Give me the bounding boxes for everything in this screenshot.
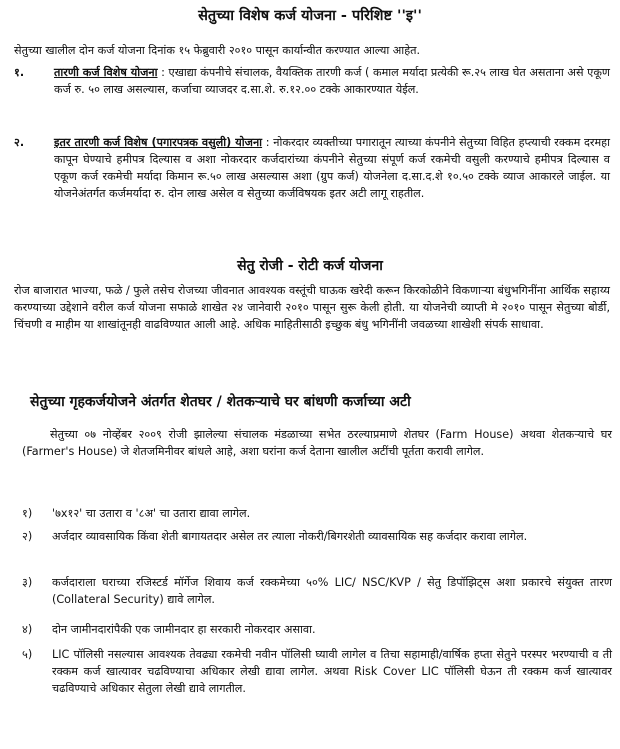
condition-5-number: ५): [22, 648, 33, 661]
scheme-2-text: : नोकरदार व्यक्तीच्या पगारातून त्याच्या कंपनीने सेतुच्या विहित हप्त्याची रक्कम दरमहा कापून घेण्याचे हमीपत्र दिल्यास व अशा नोकरदार कर्जदारांच्या कंपनीने सेतुच्या संपूर्ण कर्ज रकमेची वसुली करण्याचे हमीपत्र दिल्यास व एकूण कर्ज रकमेची मर्यादा किमान रू.५० लाख असल्यास अशा (ग्रुप कर्ज) योजनेला द.सा.द.शे १०.५० टक्के व्याज आकारले जाईल. या योजनेअंतर्गत कर्जमर्यादा रु. दोन लाख असेल व सेतुच्या कर्जविषयक इतर अटी लागू राहतील.: [54, 136, 610, 200]
scheme-1-body: [54, 64, 610, 98]
page-title: सेतुच्या विशेष कर्ज योजना - परिशिष्ट ''इ'': [198, 8, 422, 24]
scheme-2-number: २.: [14, 136, 25, 149]
condition-1-number: १): [22, 507, 33, 520]
condition-3-text: कर्जदाराला घराच्या रजिस्टर्ड मॉर्गेज शिवाय कर्ज रक्कमेच्या ५०% LIC/ NSC/KVP / सेतु डिपॉझिट्स अशा प्रकारचे संयुक्त तारण (Collateral Security) द्यावे लागेल.: [52, 576, 612, 606]
section-2-title: सेतु रोजी - रोटी कर्ज योजना: [237, 258, 383, 274]
condition-item-2: [22, 528, 612, 545]
condition-item-3: [22, 574, 612, 608]
scheme-1-heading: तारणी कर्ज विशेष योजना: [54, 66, 158, 79]
condition-1-text: '७x१२' चा उतारा व '८अ' चा उतारा द्यावा लागेल.: [52, 507, 251, 520]
intro-block: [14, 42, 610, 59]
section-2-text: रोज बाजारात भाज्या, फळे / फुले तसेच रोजच्या जीवनात आवश्यक वस्तूंची घाऊक खरेदी करून किरकोळीने विकणाऱ्या बंधुभगिनींना आर्थिक सहाय्य करण्याच्या उद्देशाने वरील कर्ज योजना सफाळे शाखेत २४ जानेवारी २०१० पासून सुरू केली होती. या योजनेची व्याप्ती मे २०१० पासून सेतुच्या बोर्डी, चिंचणी व माहीम या शाखांतूनही वाढविण्यात आली आहे. अधिक माहितीसाठी इच्छुक बंधु भगिनींनी जवळच्या शाखेशी संपर्क साधावा.: [14, 284, 610, 331]
condition-3-number: ३): [22, 576, 33, 589]
condition-2-text: अर्जदार व्यावसायिक किंवा शेती बागायतदार असेल तर त्याला नोकरी/बिगरशेती व्यावसायिक सह कर्जदार करावा लागेल.: [52, 530, 528, 543]
condition-item-1: [22, 505, 612, 522]
section-2-block: [14, 282, 610, 333]
condition-4-text: दोन जामीनदारांपैकी एक जामीनदार हा सरकारी नोकरदार असावा.: [52, 623, 316, 636]
scheme-2-heading: इतर तारणी कर्ज विशेष (पगारपत्रक वसुली) योजना: [54, 136, 263, 149]
condition-4-number: ४): [22, 623, 33, 636]
scheme-2-body: [54, 134, 610, 202]
scheme-1: [14, 64, 610, 98]
section-3-intro: सेतुच्या ०७ नोव्हेंबर २००९ रोजी झालेल्या संचालक मंडळाच्या सभेत ठरल्याप्रमाणे शेतघर (Farm House) अथवा शेतकऱ्याचे घर (Farmer's House) जे शेतजमिनीवर बांधले आहे, अशा घरांना कर्ज देताना खालील अटींची पूर्तता करावी लागेल.: [22, 428, 612, 458]
scheme-1-number: १.: [14, 66, 25, 79]
scheme-1-text: : एखाद्या कंपनीचे संचालक, वैयक्तिक तारणी कर्ज ( कमाल मर्यादा प्रत्येकी रू.२५ लाख घेत असताना असे एकूण कर्ज रु. ५० लाख असल्यास, कर्जाचा व्याजदर द.सा.शे. रु.१२.०० टक्के आकारण्यात येईल.: [54, 66, 611, 96]
scheme-2: [14, 134, 610, 202]
section-3-intro-block: [22, 426, 612, 460]
condition-5-text: LIC पॉलिसी नसल्यास आवश्यक तेवढ्या रकमेची नवीन पॉलिसी घ्यावी लागेल व तिचा सहामाही/वार्षिक हप्ता सेतुने परस्पर भरण्याची व ती रक्कम कर्ज खात्यावर चढविण्याचा अधिकार लेखी द्यावा लागेल. अथवा Risk Cover LIC पॉलिसी घेऊन ती रक्कम कर्ज खात्यावर चढविण्याचे अधिकार सेतुला लेखी द्यावे लागतील.: [52, 648, 612, 695]
intro-text: सेतुच्या खालील दोन कर्ज योजना दिनांक १५ फेब्रुवारी २०१० पासून कार्यान्वीत करण्यात आल्या आहेत.: [14, 44, 421, 57]
condition-item-5: [22, 646, 612, 697]
condition-item-4: [22, 621, 612, 638]
section-3-title: सेतुच्या गृहकर्जयोजने अंतर्गत शेतघर / शेतकऱ्याचे घर बांधणी कर्जाच्या अटी: [30, 394, 411, 410]
condition-2-number: २): [22, 530, 33, 543]
